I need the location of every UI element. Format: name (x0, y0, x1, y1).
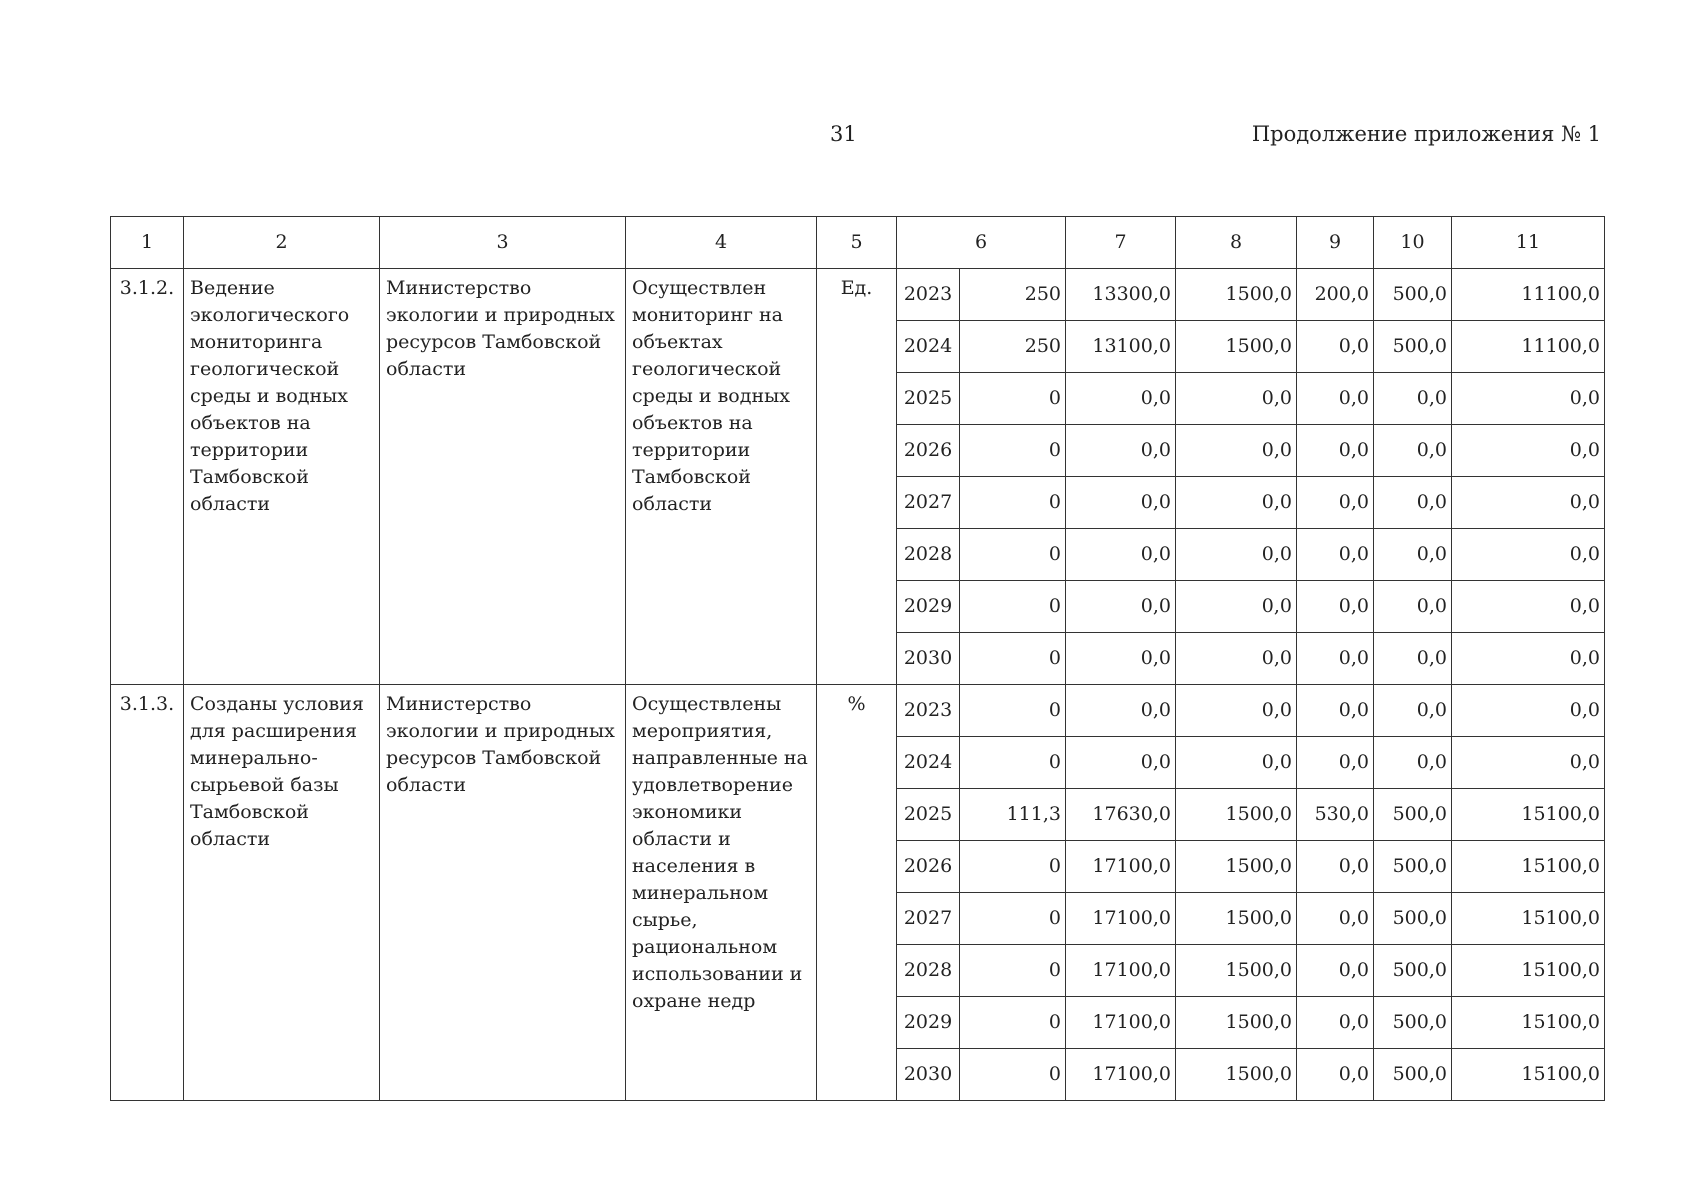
value-cell: 0 (960, 425, 1066, 477)
value-cell: 0,0 (1176, 581, 1297, 633)
value-cell: 15100,0 (1452, 841, 1605, 893)
year-cell: 2026 (897, 425, 960, 477)
value-cell: 0,0 (1452, 477, 1605, 529)
item-responsible: Министерство экологии и природных ресурсов Тамбовской области (380, 269, 626, 685)
item-code: 3.1.2. (111, 269, 184, 685)
value-cell: 200,0 (1297, 269, 1374, 321)
year-cell: 2027 (897, 477, 960, 529)
value-cell: 17630,0 (1066, 789, 1176, 841)
continuation-label: Продолжение приложения № 1 (1251, 122, 1601, 146)
header-cell: 9 (1297, 217, 1374, 269)
value-cell: 0,0 (1176, 633, 1297, 685)
value-cell: 0,0 (1297, 737, 1374, 789)
item-unit: Ед. (817, 269, 897, 685)
year-cell: 2027 (897, 893, 960, 945)
value-cell: 0,0 (1176, 529, 1297, 581)
value-cell: 0,0 (1176, 737, 1297, 789)
value-cell: 13300,0 (1066, 269, 1176, 321)
value-cell: 0,0 (1374, 425, 1452, 477)
value-cell: 530,0 (1297, 789, 1374, 841)
value-cell: 0,0 (1297, 841, 1374, 893)
value-cell: 0 (960, 737, 1066, 789)
value-cell: 0,0 (1176, 685, 1297, 737)
value-cell: 11100,0 (1452, 321, 1605, 373)
value-cell: 0,0 (1176, 425, 1297, 477)
value-cell: 0,0 (1452, 685, 1605, 737)
value-cell: 500,0 (1374, 321, 1452, 373)
item-result: Осуществлены мероприятия, направленные на удовлетворение экономики области и населения в минеральном сырье, рациональном использовании и охране недр (626, 685, 817, 1101)
header-cell: 4 (626, 217, 817, 269)
table-row (111, 685, 1605, 737)
value-cell: 0,0 (1297, 477, 1374, 529)
item-unit: % (817, 685, 897, 1101)
value-cell: 250 (960, 269, 1066, 321)
table-row (111, 269, 1605, 321)
value-cell: 0,0 (1452, 581, 1605, 633)
value-cell: 0,0 (1297, 633, 1374, 685)
value-cell: 250 (960, 321, 1066, 373)
value-cell: 0 (960, 1049, 1066, 1101)
value-cell: 17100,0 (1066, 1049, 1176, 1101)
item-result: Осуществлен мониторинг на объектах геологической среды и водных объектов на территории Тамбовской области (626, 269, 817, 685)
value-cell: 15100,0 (1452, 893, 1605, 945)
data-table (110, 216, 1605, 1101)
item-name: Созданы условия для расширения минерально-сырьевой базы Тамбовской области (184, 685, 380, 1101)
value-cell: 0,0 (1066, 633, 1176, 685)
header-cell: 10 (1374, 217, 1452, 269)
value-cell: 500,0 (1374, 789, 1452, 841)
value-cell: 500,0 (1374, 841, 1452, 893)
value-cell: 1500,0 (1176, 789, 1297, 841)
value-cell: 17100,0 (1066, 997, 1176, 1049)
value-cell: 0,0 (1297, 945, 1374, 997)
value-cell: 0,0 (1452, 529, 1605, 581)
value-cell: 0,0 (1452, 425, 1605, 477)
value-cell: 1500,0 (1176, 269, 1297, 321)
value-cell: 0 (960, 581, 1066, 633)
table-body (111, 217, 1605, 1101)
value-cell: 0,0 (1297, 321, 1374, 373)
value-cell: 0 (960, 373, 1066, 425)
value-cell: 0,0 (1297, 425, 1374, 477)
value-cell: 1500,0 (1176, 1049, 1297, 1101)
value-cell: 1500,0 (1176, 945, 1297, 997)
value-cell: 17100,0 (1066, 945, 1176, 997)
value-cell: 0,0 (1374, 581, 1452, 633)
header-cell: 11 (1452, 217, 1605, 269)
year-cell: 2029 (897, 997, 960, 1049)
value-cell: 0,0 (1452, 737, 1605, 789)
value-cell: 0 (960, 997, 1066, 1049)
value-cell: 0,0 (1066, 373, 1176, 425)
header-row (111, 217, 1605, 269)
value-cell: 17100,0 (1066, 893, 1176, 945)
value-cell: 0,0 (1452, 633, 1605, 685)
item-code: 3.1.3. (111, 685, 184, 1101)
value-cell: 0 (960, 529, 1066, 581)
value-cell: 0,0 (1374, 529, 1452, 581)
year-cell: 2025 (897, 373, 960, 425)
value-cell: 0,0 (1297, 529, 1374, 581)
value-cell: 0 (960, 685, 1066, 737)
value-cell: 15100,0 (1452, 789, 1605, 841)
year-cell: 2023 (897, 269, 960, 321)
item-name: Ведение экологического мониторинга геологической среды и водных объектов на территории Тамбовской области (184, 269, 380, 685)
value-cell: 1500,0 (1176, 321, 1297, 373)
value-cell: 0,0 (1066, 425, 1176, 477)
value-cell: 11100,0 (1452, 269, 1605, 321)
year-cell: 2029 (897, 581, 960, 633)
value-cell: 0 (960, 841, 1066, 893)
year-cell: 2025 (897, 789, 960, 841)
value-cell: 0,0 (1297, 685, 1374, 737)
page-number: 31 (830, 122, 857, 146)
value-cell: 1500,0 (1176, 997, 1297, 1049)
value-cell: 0 (960, 633, 1066, 685)
value-cell: 0,0 (1297, 893, 1374, 945)
value-cell: 0,0 (1297, 1049, 1374, 1101)
value-cell: 0,0 (1374, 477, 1452, 529)
value-cell: 0,0 (1066, 477, 1176, 529)
year-cell: 2030 (897, 1049, 960, 1101)
value-cell: 0,0 (1176, 477, 1297, 529)
header-cell: 3 (380, 217, 626, 269)
value-cell: 0,0 (1297, 373, 1374, 425)
year-cell: 2030 (897, 633, 960, 685)
year-cell: 2028 (897, 529, 960, 581)
value-cell: 0,0 (1066, 581, 1176, 633)
value-cell: 500,0 (1374, 893, 1452, 945)
header-cell: 6 (897, 217, 1066, 269)
value-cell: 500,0 (1374, 945, 1452, 997)
year-cell: 2028 (897, 945, 960, 997)
header-cell: 8 (1176, 217, 1297, 269)
year-cell: 2024 (897, 737, 960, 789)
header-cell: 7 (1066, 217, 1176, 269)
value-cell: 17100,0 (1066, 841, 1176, 893)
item-responsible: Министерство экологии и природных ресурсов Тамбовской области (380, 685, 626, 1101)
header-cell: 1 (111, 217, 184, 269)
value-cell: 111,3 (960, 789, 1066, 841)
value-cell: 0,0 (1374, 373, 1452, 425)
value-cell: 0,0 (1452, 373, 1605, 425)
value-cell: 13100,0 (1066, 321, 1176, 373)
value-cell: 0,0 (1176, 373, 1297, 425)
value-cell: 0,0 (1374, 685, 1452, 737)
value-cell: 0 (960, 893, 1066, 945)
value-cell: 15100,0 (1452, 945, 1605, 997)
value-cell: 1500,0 (1176, 893, 1297, 945)
value-cell: 15100,0 (1452, 1049, 1605, 1101)
value-cell: 0,0 (1374, 737, 1452, 789)
year-cell: 2024 (897, 321, 960, 373)
header-cell: 5 (817, 217, 897, 269)
value-cell: 500,0 (1374, 269, 1452, 321)
value-cell: 0,0 (1066, 529, 1176, 581)
header-cell: 2 (184, 217, 380, 269)
value-cell: 1500,0 (1176, 841, 1297, 893)
value-cell: 15100,0 (1452, 997, 1605, 1049)
value-cell: 0,0 (1066, 737, 1176, 789)
value-cell: 500,0 (1374, 1049, 1452, 1101)
value-cell: 0,0 (1374, 633, 1452, 685)
value-cell: 0,0 (1297, 581, 1374, 633)
value-cell: 0,0 (1066, 685, 1176, 737)
value-cell: 0 (960, 945, 1066, 997)
value-cell: 0,0 (1297, 997, 1374, 1049)
value-cell: 0 (960, 477, 1066, 529)
year-cell: 2026 (897, 841, 960, 893)
value-cell: 500,0 (1374, 997, 1452, 1049)
year-cell: 2023 (897, 685, 960, 737)
